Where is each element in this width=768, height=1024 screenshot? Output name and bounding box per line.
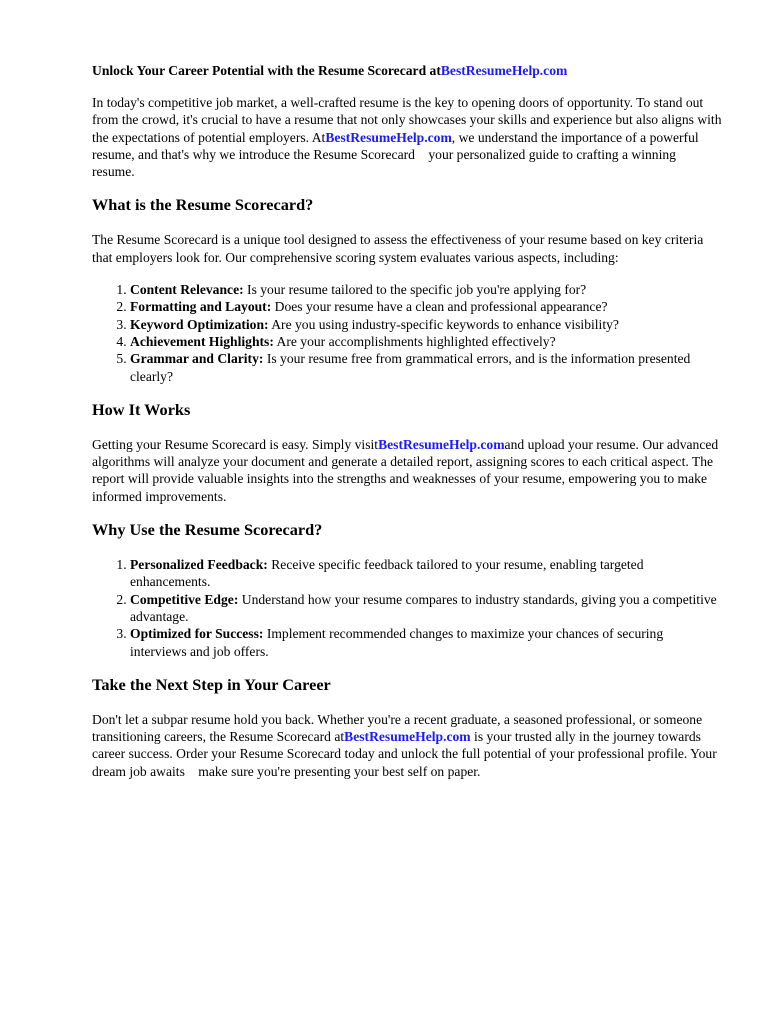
list-item (130, 556, 722, 591)
section-heading-how-it-works: How It Works (92, 399, 191, 419)
list-item-term: Grammar and Clarity: (130, 351, 264, 367)
list-item-text: Does your resume have a clean and professional appearance? (274, 299, 608, 315)
list-item (130, 350, 722, 385)
intro-link[interactable]: BestResumeHelp.com (325, 129, 452, 145)
list-item-text: Implement recommended changes to maximize your chances of securing interviews and job offers. (130, 626, 664, 659)
next-text-3: make sure you're presenting your best self on paper. (198, 763, 481, 779)
next-text-1: Don't let a subpar resume hold you back. Whether you're a recent graduate, a seasoned professional, or someone transitioning careers, the Resume Scorecard at (92, 711, 703, 745)
list-item (130, 298, 722, 315)
section-next-step-body (92, 711, 722, 780)
document-title (92, 62, 722, 79)
list-item-text: Receive specific feedback tailored to your resume, enabling targeted enhancements. (130, 557, 644, 590)
how-text-2: and upload your resume. Our advanced algorithms will analyze your document and generate a detailed report, assigning scores to each critical aspect. The report will provide valuable insights into the strengths and weaknesses of your resume, empowering you to make informed improvements. (92, 436, 719, 504)
list-item-term: Optimized for Success: (130, 626, 264, 642)
list-item (130, 281, 722, 298)
section-what-is-body: The Resume Scorecard is a unique tool designed to assess the effectiveness of your resume based on key criteria that employers look for. Our comprehensive scoring system evaluates various aspects, including: (92, 232, 704, 265)
intro-text-2: , we understand the importance of a powerful resume, and that's why we introduce the Resume Scorecard (92, 129, 699, 162)
list-item-term: Competitive Edge: (130, 591, 239, 607)
how-text-1: Getting your Resume Scorecard is easy. Simply visit (92, 436, 379, 452)
list-item-text: Is your resume free from grammatical errors, and is the information presented clearly? (130, 351, 691, 384)
intro-text-1: In today's competitive job market, a well-crafted resume is the key to opening doors of opportunity. To stand out from the crowd, it's crucial to have a resume that not only showcases your skills and experience but also aligns with the expectations of potential employers. At (92, 95, 722, 145)
intro-paragraph (92, 94, 722, 180)
list-item (130, 591, 722, 626)
section-heading-what-is: What is the Resume Scorecard? (92, 195, 314, 215)
list-item (130, 333, 722, 350)
next-link[interactable]: BestResumeHelp.com (344, 729, 471, 745)
list-item (130, 316, 722, 333)
next-text-2: is your trusted ally in the journey towards career success. Order your Resume Scorecard today and unlock the full potential of your professional profile. Your dream job awaits (92, 729, 717, 779)
list-item-term: Keyword Optimization: (130, 316, 269, 332)
benefits-list (92, 556, 722, 660)
list-item-term: Personalized Feedback: (130, 557, 268, 573)
list-item-text: Understand how your resume compares to industry standards, giving you a competitive advantage. (130, 591, 717, 624)
how-link[interactable]: BestResumeHelp.com (378, 436, 505, 452)
intro-text-3: your personalized guide to crafting a winning resume. (92, 146, 676, 180)
list-item-term: Content Relevance: (130, 282, 244, 298)
section-heading-next-step: Take the Next Step in Your Career (92, 674, 331, 694)
list-item-text: Are your accomplishments highlighted effectively? (276, 333, 556, 349)
list-item-term: Formatting and Layout: (130, 299, 272, 315)
section-heading-why-use: Why Use the Resume Scorecard? (92, 520, 323, 540)
list-item-text: Is your resume tailored to the specific job you're applying for? (247, 282, 587, 298)
title-text: Unlock Your Career Potential with the Resume Scorecard at (92, 63, 441, 78)
list-item-text: Are you using industry-specific keywords to enhance visibility? (271, 316, 619, 332)
list-item-term: Achievement Highlights: (130, 333, 274, 349)
document-page (92, 62, 722, 795)
section-how-it-works-body (92, 436, 722, 505)
list-item (130, 625, 722, 660)
title-link[interactable]: BestResumeHelp.com (440, 63, 568, 78)
criteria-list (92, 281, 722, 385)
